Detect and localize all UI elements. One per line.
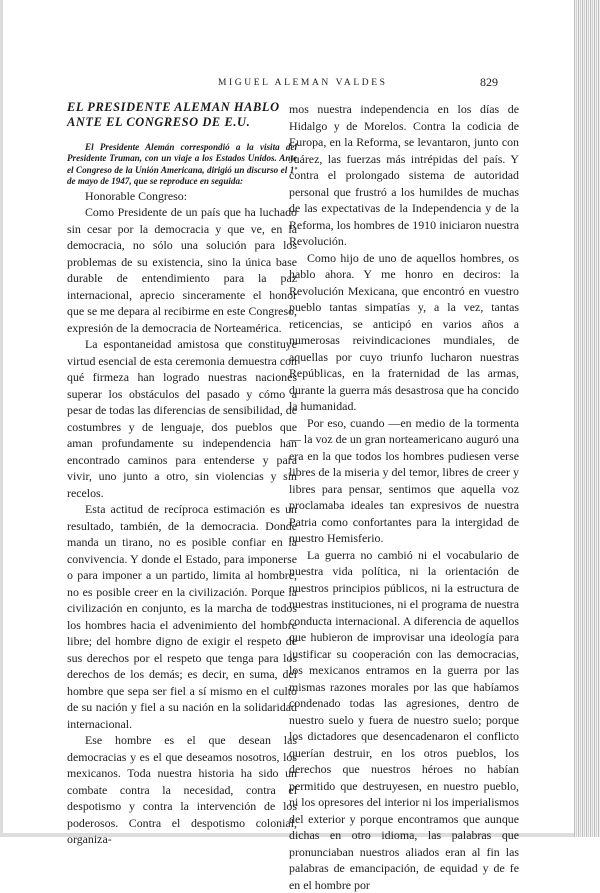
body-paragraph: Ese hombre es el que desean las democracias y es el que deseamos nosotros, los mexicanos. Toda nuestra historia ha sido un combate contra la necesidad, contra el despotismo y contra la intervención de los poderosos. Contra el despotismo colonial, organiza- bbox=[67, 732, 297, 848]
editorial-intro: El Presidente Alemán correspondió a la visita del Presidente Truman, con un viaje a los Estados Unidos. Ante el Congreso de la Unión Americana, dirigió un discurso el 1º de mayo de 1947, que se reproduce en seguida: bbox=[67, 142, 297, 188]
article-title-line-1: EL PRESIDENTE ALEMAN HABLO bbox=[67, 100, 280, 114]
article-title bbox=[67, 100, 297, 130]
page-number: 829 bbox=[480, 75, 498, 90]
body-paragraph: Como hijo de uno de aquellos hombres, os hablo ahora. Y me honro en deciros: la Revolución Mexicana, que encontró en vuestro pueblo tantas simpatías y, a la vez, tantas reticencias, se anticipó en varios años a numerosas reivindicaciones mundiales, de aquellas por cuyo triunfo lucharon nuestras Repúblicas, en la fraternidad de las armas, durante la guerra más desastrosa que ha concido la humanidad. bbox=[289, 250, 519, 415]
body-paragraph: Esta actitud de recíproca estimación es un resultado, también, de la democracia. Donde manda un tirano, no es posible confiar en la convivencia. Y donde el Estado, para imponerse o para imponer a un partido, limita al hombre, no es posible creer en la civilización. Porque la civilización en conjunto, es la marcha de todos los hombres hacia el advenimiento del hombre libre; del hombre digno de exigir el respeto de sus derechos por el respeto que tenga para los derechos de los demás; es decir, en suma, del hombre que sepa ser fiel a sí mismo en el culto de su nación y fiel a su nación en la solidaridad internacional. bbox=[67, 501, 297, 732]
body-paragraph: Por eso, cuando —en medio de la tormenta— la voz de un gran norteamericano auguró una era en la que todos los hombres pudiesen verse libres de la miseria y del temor, libres de creer y libres para pensar, sentimos que aquella voz proclamaba ideales tan expresivos de nuestra Patria como confortantes para la intergidad de nuestro Hemisferio. bbox=[289, 415, 519, 547]
left-column bbox=[67, 100, 297, 848]
right-column bbox=[289, 101, 519, 893]
salutation: Honorable Congreso: bbox=[67, 188, 297, 205]
body-paragraph: La guerra no cambió ni el vocabulario de nuestra vida política, ni la orientación de nuestros principios públicos, ni la estructura de nuestras instituciones, ni el programa de nuestra conducta internacional. A diferencia de aquellos que hubieron de improvisar una ideología para justificar su cooperación con las democracias, los mexicanos entramos en la guerra por las mismas razones morales por las que habíamos condenado todas las agresiones, dentro de nuestro suelo y fuera de nuestro suelo; porque los dictadores que desencadenaron el conflicto querían destruir, en los otros pueblos, los derechos que nuestros héroes no habían permitido que destruyesen, en nuestro pueblo, ni los opresores del interior ni los imperialismos del exterior y porque encontramos que aunque dichas en otro idioma, las palabras que pronunciaban nuestros aliados eran al fin las palabras de emancipación, de equidad y de fe en el hombre por bbox=[289, 547, 519, 893]
scan-border-right bbox=[574, 0, 600, 837]
scan-border-left bbox=[0, 0, 3, 837]
article-title-line-2: ANTE EL CONGRESO DE E.U. bbox=[67, 115, 250, 129]
body-paragraph: La espontaneidad amistosa que constituye virtud esencial de esta ceremonia demuestra con qué firmeza han logrado nuestras naciones superar los obstáculos del pasado y cómo a pesar de todas las diferencias de sensibilidad, de costumbres y de lenguaje, dos pueblos que aman profundamente su independencia han encontrado caminos para entenderse y para vivir, uno junto a otro, sin violencias y sin recelos. bbox=[67, 336, 297, 501]
body-paragraph: Como Presidente de un país que ha luchado sin cesar por la democracia y que ve, en la democracia, no sólo una solución para los problemas de su existencia, sino la única base durable de entendimiento para la paz internacional, aprecio sinceramente el honor que se me depara al recibirme en este Congreso, expresión de la democracia de Norteamérica. bbox=[67, 204, 297, 336]
running-head: MIGUEL ALEMAN VALDES bbox=[218, 78, 388, 88]
continued-paragraph: mos nuestra independencia en los días de Hidalgo y de Morelos. Contra la codicia de Europa, en la Reforma, se levantaron, junto con Juárez, las fuerzas más intrépidas del país. Y contra el prolongado sistema de autoridad personal que frustró a los humildes de muchas de las expectativas de la Independencia y de la Reforma, los hombres de 1910 iniciaron nuestra Revolución. bbox=[289, 101, 519, 250]
